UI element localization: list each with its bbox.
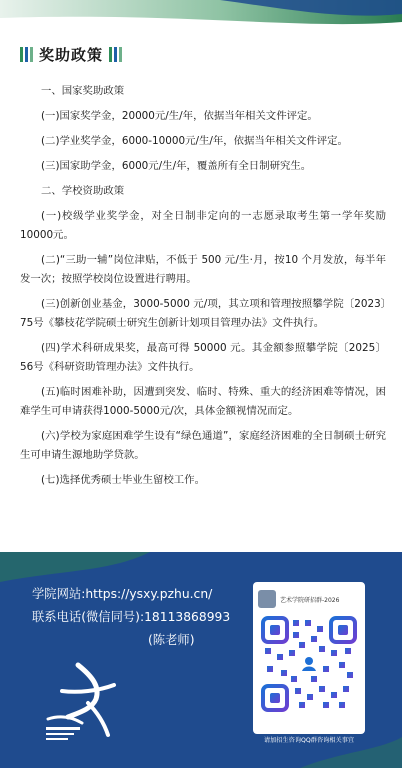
group-avatar — [258, 590, 276, 608]
paragraph-school-4: (四)学术科研成果奖，最高可得 50000 元。其金额参照攀学院〔2025〕56号《科研资助管理办法》文件执行。 — [20, 342, 386, 373]
qr-code-image-icon[interactable] — [261, 616, 357, 712]
paragraph-school-6: (六)学校为家庭困难学生设有“绿色通道”，家庭经济困难的全日制硕士研究生可申请生源地助学贷款。 — [20, 430, 386, 461]
paragraph-national-3: (三)国家助学金，6000元/生/年，覆盖所有全日制研究生。 — [41, 160, 312, 172]
title-bars-left-icon — [20, 47, 33, 62]
paragraph-school-2: (二)“三助一辅”岗位津贴，不低于 500 元/生·月，按10 个月发放，每半年发一次；按照学校岗位设置进行聘用。 — [20, 254, 386, 285]
college-logo-icon — [38, 657, 128, 747]
page-title: 奖助政策 — [39, 45, 104, 64]
paragraph-school-7: (七)选择优秀硕士毕业生留校工作。 — [41, 474, 205, 486]
section-header — [20, 44, 386, 64]
paragraph-school-5: (五)临时困难补助，因遭到突发、临时、特殊、重大的经济困难等情况，困难学生可申请获得1000-5000元/次，具体金额视情况而定。 — [20, 386, 386, 417]
title-bars-right-icon — [109, 47, 122, 62]
qr-caption: 请加招生咨询QQ群咨询相关事宜 — [263, 737, 355, 744]
phone-text: 联系电话(微信同号):18113868993 — [32, 610, 231, 624]
paragraph-school-heading: 二、学校资助政策 — [41, 185, 125, 197]
top-decorative-band — [0, 0, 402, 36]
paragraph-national-1: (一)国家奖学金，20000元/生/年，依据当年相关文件评定。 — [41, 110, 318, 122]
contact-person: (陈老师) — [148, 633, 195, 647]
qr-group-name: 艺术学院研招群-2026 — [280, 596, 340, 604]
paragraph-school-3: (三)创新创业基金，3000-5000 元/项，其立项和管理按照攀学院〔2023〕75号《攀枝花学院硕士研究生创新计划项目管理办法》文件执行。 — [20, 298, 386, 329]
paragraph-school-1: (一)校级学业奖学金，对全日制非定向的一志愿录取考生第一学年奖励10000元。 — [20, 210, 386, 241]
contact-footer — [0, 552, 402, 768]
qr-header — [258, 588, 360, 610]
paragraph-national-2: (二)学业奖学金，6000-10000元/生/年，依据当年相关文件评定。 — [41, 135, 348, 147]
paragraph-national-heading: 一、国家奖助政策 — [41, 85, 125, 97]
qr-code-card[interactable] — [253, 582, 365, 734]
website-link[interactable]: 学院网站:https://ysxy.pzhu.cn/ — [32, 587, 213, 601]
policy-content — [20, 44, 386, 496]
